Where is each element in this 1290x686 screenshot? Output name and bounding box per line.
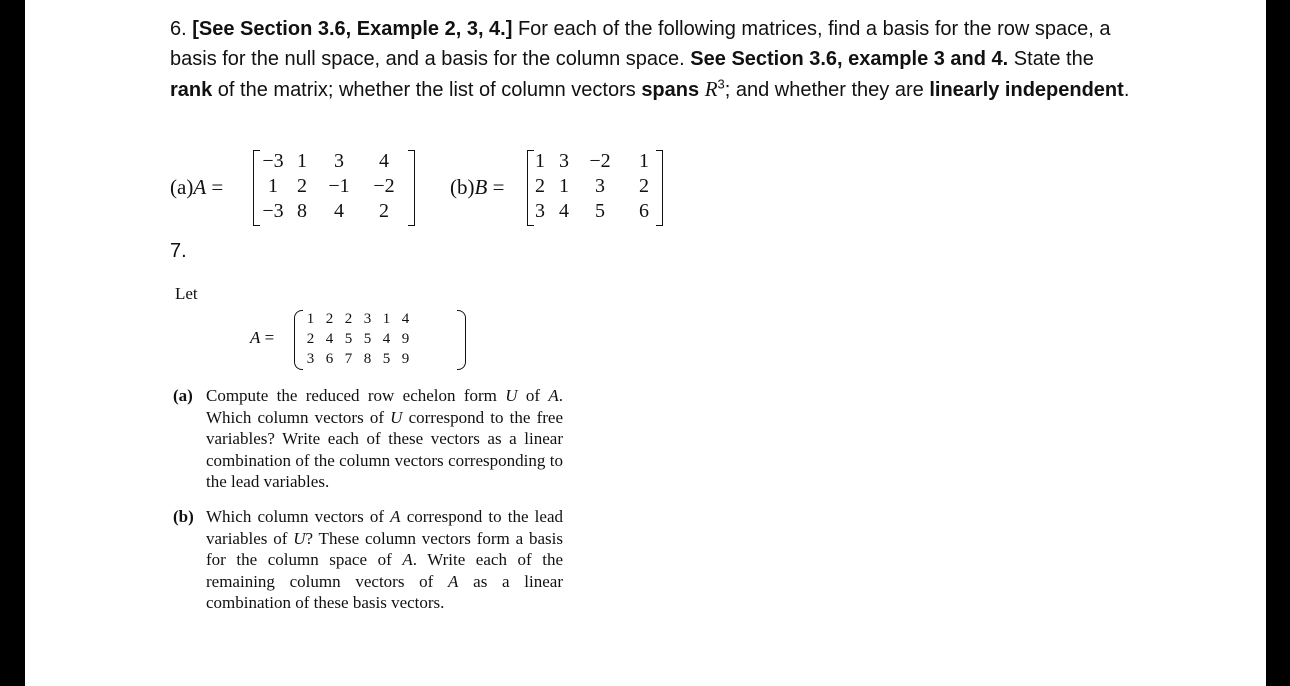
q7-matrix-entry: 6 [325, 351, 334, 367]
q7-let: Let [175, 284, 198, 303]
matrix-b-entry: 3 [559, 150, 569, 172]
q7-matrix-entry: 5 [363, 331, 372, 347]
matrix-b-entry: 3 [595, 175, 605, 197]
q7-matrix-entry: 9 [401, 351, 410, 367]
matrix-b-right-bracket [656, 150, 663, 226]
matrix-b-entry: 4 [559, 200, 569, 222]
question-6: 6. [See Section 3.6, Example 2, 3, 4.] For each of the following matrices, find a basis for the row space, a basis for the null space, and a basis for the column space. See Section 3.6, example 3 and 4. State the rank of the matrix; whether the list of column vectors spans $R^3$; and whether they are linearly independent. [170, 18, 1130, 101]
matrix-b-entry: −2 [589, 150, 611, 172]
q6-reference-2: See Section 3.6, example 3 and 4. [690, 48, 1009, 70]
matrix-a-entry: 4 [379, 150, 389, 172]
q7-matrix-entry: 4 [325, 331, 334, 347]
matrix-a-entry: 3 [334, 150, 344, 172]
q7-matrix-entry: 1 [306, 311, 315, 327]
q7-matrix-entry: 5 [344, 331, 353, 347]
q6-number: 6. [170, 18, 187, 40]
matrix-b-entry: 2 [535, 175, 545, 197]
q7-matrix-label: A = [250, 328, 275, 347]
q7-matrix-entry: 2 [344, 311, 353, 327]
matrix-b-label: (b)B = [450, 175, 505, 199]
matrix-b-entry: 6 [639, 200, 649, 222]
matrix-a-entry: 1 [268, 175, 278, 197]
matrix-a-right-bracket [408, 150, 415, 226]
q7-matrix-right-brace [457, 310, 466, 370]
q7-matrix-entry: 5 [382, 351, 391, 367]
q7-matrix-entry: 4 [401, 311, 410, 327]
matrix-a-entry: 1 [297, 150, 307, 172]
matrix-b-entry: 5 [595, 200, 605, 222]
matrix-a-entry: 2 [379, 200, 389, 222]
matrix-a-entry: −3 [262, 150, 284, 172]
q7-matrix-entry: 1 [382, 311, 391, 327]
matrix-b-grid [528, 149, 664, 224]
q7-part-b: (b) Which column vectors of A correspond to the lead variables of U? These column vectors form a basis for the column space of A. Write each of the remaining column vectors of A as a linear combination of these basis vectors. [173, 507, 564, 612]
q6-reference: [See Section 3.6, Example 2, 3, 4.] [192, 18, 513, 40]
matrix-b-entry: 3 [535, 200, 545, 222]
q7-number: 7. [170, 240, 187, 262]
q7-matrix-entry: 9 [401, 331, 410, 347]
q7-matrix-entry: 2 [306, 331, 315, 347]
matrix-a-label: (a)A = [170, 175, 224, 199]
q7-part-a: (a) Compute the reduced row echelon form U of A. Which column vectors of U correspond to the free variables? Write each of these vectors as a linear combination of the column vectors corresponding to the lead variables. [173, 386, 563, 491]
matrix-a-entry: 2 [297, 175, 307, 197]
q7-matrix-entry: 4 [382, 331, 391, 347]
q7-matrix-entry: 2 [325, 311, 334, 327]
matrix-a-entry: −1 [328, 175, 350, 197]
q7-matrix-entry: 3 [363, 311, 372, 327]
q7-matrix-grid [301, 309, 415, 369]
matrix-b-entry: 1 [535, 150, 545, 172]
matrix-b-entry: 2 [639, 175, 649, 197]
document-page [25, 0, 1266, 686]
q7-matrix-entry: 3 [306, 351, 315, 367]
matrix-b-entry: 1 [639, 150, 649, 172]
matrix-b-entry: 1 [559, 175, 569, 197]
matrix-a-entry: 8 [297, 200, 307, 222]
matrix-a-entry: −2 [373, 175, 395, 197]
q7-matrix-entry: 8 [363, 351, 372, 367]
matrix-a-entry: 4 [334, 200, 344, 222]
q7-matrix-entry: 7 [344, 351, 353, 367]
matrix-a-entry: −3 [262, 200, 284, 222]
matrix-a-grid [257, 149, 405, 224]
